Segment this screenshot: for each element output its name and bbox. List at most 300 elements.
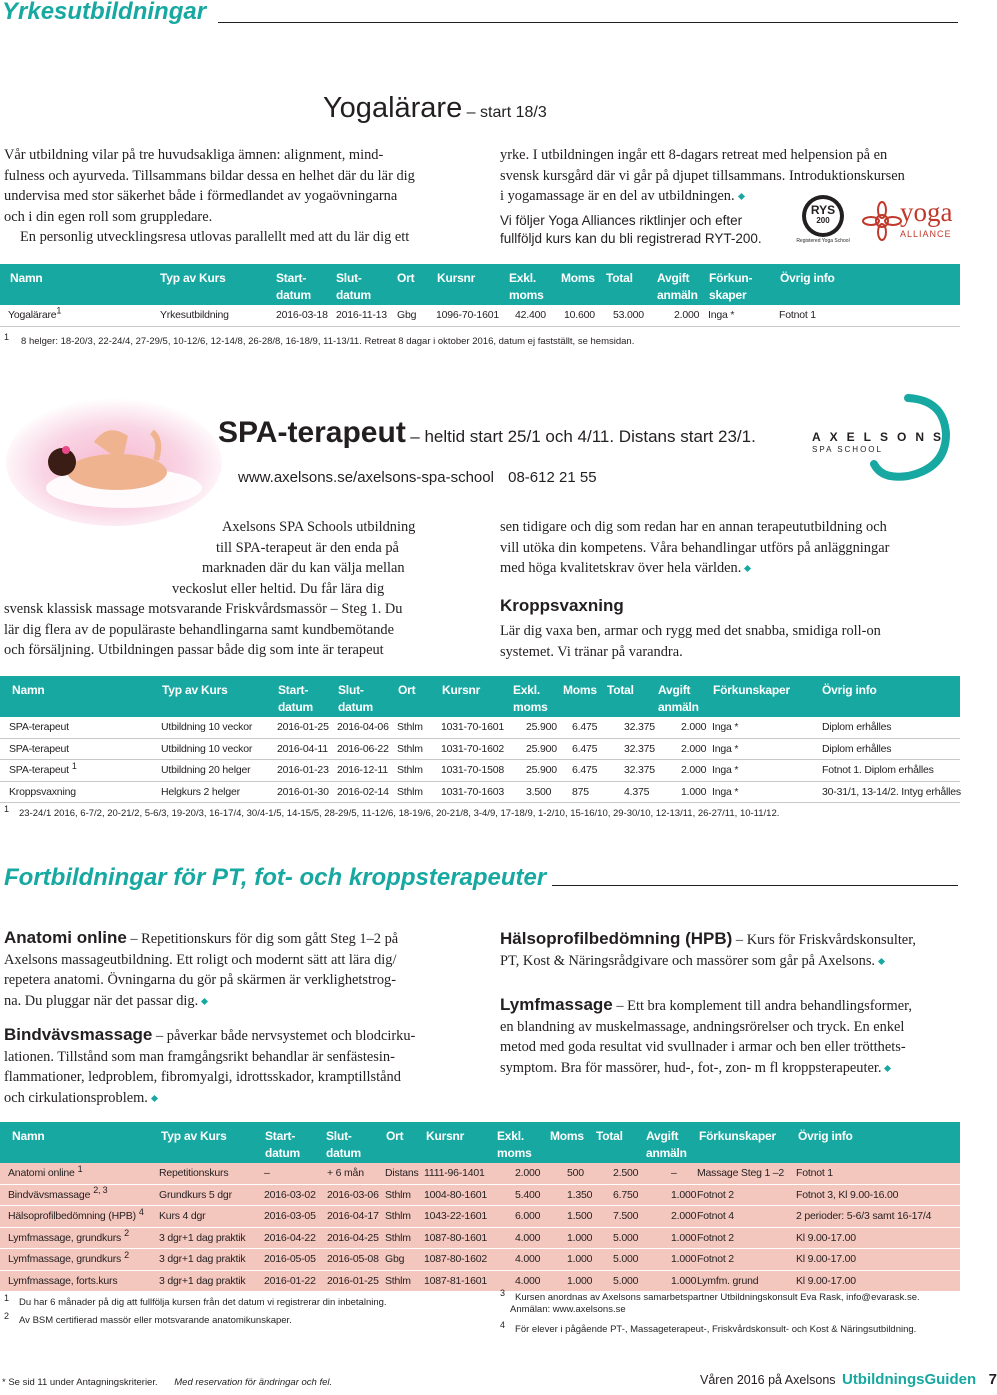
- cell: [9, 760, 77, 776]
- cell: Kl 9.00-17.00: [796, 1231, 856, 1244]
- spa-text-col2: [500, 517, 960, 579]
- footnote: [4, 1294, 484, 1312]
- cell: 2016-05-05: [264, 1253, 316, 1265]
- col-header: Namn: [12, 1129, 45, 1143]
- cell: Kl 9.00-17.00: [796, 1253, 856, 1265]
- yoga-text-col1: [4, 145, 474, 248]
- col-header: Namn: [12, 683, 45, 697]
- text-line: och försäljning. Utbildningen passar både dig som inte är terapeut: [4, 642, 384, 658]
- spa-rows: [0, 717, 960, 803]
- cell: [8, 1163, 83, 1179]
- cell: 1087-80-1601: [424, 1231, 487, 1244]
- col-header-line: anmäln: [657, 288, 698, 302]
- col-header: Moms: [561, 271, 595, 285]
- table-row: [0, 305, 960, 327]
- bindvav-heading: Bindvävsmassage: [4, 1025, 153, 1044]
- axelsons-logo-sub: SPA SCHOOL: [812, 445, 883, 454]
- cell-text: SPA-terapeut: [9, 721, 69, 733]
- cell-text: Bindvävsmassage: [8, 1188, 91, 1201]
- cell: Diplom erhålles: [822, 742, 892, 755]
- spa-footnote: [4, 803, 780, 819]
- cell: 32.375: [624, 742, 655, 755]
- spa-contact: [238, 469, 597, 486]
- anatomi-text: [4, 928, 474, 1011]
- text-line: sen tidigare och dig som redan har en annan terapeututbildning och: [500, 519, 887, 535]
- footnote-ref: 1: [71, 760, 77, 771]
- cell: 25.900: [526, 742, 557, 755]
- footnote: [4, 1312, 484, 1330]
- cell: Fotnot 2: [697, 1231, 734, 1244]
- cell: 3 dgr+1 dag praktik: [159, 1253, 246, 1265]
- cell: Sthlm: [397, 764, 423, 776]
- table-row: [0, 717, 960, 739]
- cell: Gbg: [397, 309, 417, 321]
- text-line: en blandning av muskelmassage, andningsrörelser och tryck. En enkel: [500, 1018, 905, 1035]
- col-header: [497, 1128, 532, 1162]
- text-line: metod med goda resultat vid svullnader i armar och ben eller trötthets-: [500, 1039, 906, 1055]
- cell: 2016-03-18: [276, 309, 328, 321]
- text-line: lär dig flera av de populäraste behandlingarna samt kundbemötande: [4, 621, 395, 638]
- footnote-ref: 4: [138, 1206, 144, 1217]
- cell: 2016-01-25: [327, 1274, 379, 1287]
- cell: [8, 1228, 129, 1244]
- cell: 2016-06-22: [337, 742, 389, 755]
- anatomi-heading: Anatomi online: [4, 928, 127, 947]
- cell: –: [264, 1167, 270, 1179]
- text-line: PT, Kost & Näringsrådgivare och massörer som går på Axelsons.: [500, 952, 876, 969]
- cell-text: Anatomi online: [8, 1167, 75, 1179]
- cell: Fotnot 4: [697, 1210, 734, 1222]
- spa-text-col1: [4, 517, 474, 661]
- cell: 2016-04-25: [327, 1231, 379, 1244]
- cell-text: Yogalärare: [8, 309, 57, 321]
- cell: Diplom erhålles: [822, 721, 892, 733]
- cell: 1031-70-1603: [441, 785, 504, 798]
- col-header-line: datum: [276, 288, 312, 302]
- cell: [8, 305, 62, 321]
- col-header: Moms: [550, 1129, 584, 1143]
- massage-illustration: [2, 392, 214, 526]
- text-line-part: – Ett bra komplement till andra behandlingsformer,: [612, 998, 912, 1014]
- col-header-line: skaper: [709, 288, 747, 302]
- rys-logo-caption: Registered Yoga School: [796, 238, 850, 244]
- text-line-with-end: [500, 558, 960, 579]
- cell-text: SPA-terapeut: [9, 742, 69, 755]
- text-line: na. Du pluggar när det passar dig.: [4, 992, 199, 1009]
- col-header-line: anmäln: [646, 1146, 687, 1160]
- cell: 4.000: [515, 1231, 541, 1244]
- admission-note: * Se sid 11 under Antagningskriterier.: [2, 1377, 158, 1388]
- cell-text: Lymfmassage, grundkurs: [8, 1231, 122, 1244]
- spa-heading: [218, 416, 756, 450]
- text-line-part: – påverkar både nervsystemet och blodcirku-: [152, 1028, 416, 1044]
- col-header: Övrig info: [780, 271, 835, 285]
- col-header-line: Exkl.: [497, 1129, 525, 1143]
- col-header: Ort: [398, 683, 416, 697]
- footnote-text: 8 helger: 18-20/3, 22-24/4, 27-29/5, 10-12/6, 12-14/8, 26-28/8, 16-18/9, 11-13/11. Retreat 8 dagar i oktober 2016, datum ej fastställt, se hemsidan.: [21, 336, 635, 347]
- page-number: 7: [988, 1371, 997, 1388]
- table-row: [0, 760, 960, 782]
- cell: 6.475: [572, 742, 598, 755]
- footnote: [500, 1319, 960, 1336]
- cell: [8, 1206, 144, 1222]
- cell: Sthlm: [385, 1274, 411, 1287]
- footnote-ref: 1: [56, 305, 62, 316]
- col-header-line: Start-: [278, 683, 309, 697]
- fortbildning-rule: [552, 885, 958, 886]
- text-line-with-end: [4, 991, 474, 1012]
- text-line: marknaden där du kan välja mellan: [202, 560, 405, 576]
- footnote-text: Kursen anordnas av Axelsons samarbetspartner Utbildningskonsult Eva Rask, info@evarask.se.: [515, 1292, 920, 1303]
- col-header-line: Avgift: [646, 1129, 679, 1143]
- spa-course-table: [0, 676, 960, 803]
- col-header-line: moms: [509, 288, 544, 302]
- text-line: fulness och ayurveda. Tillsammans bildar dessa en helhet där du lär dig: [4, 167, 415, 184]
- col-header: Typ av Kurs: [161, 1129, 227, 1143]
- col-header: [326, 1128, 361, 1162]
- cell: 2016-12-11: [337, 764, 388, 776]
- table-header: [0, 264, 960, 305]
- text-line-part: – Repetitionskurs för dig som gått Steg 1–2 på: [126, 931, 399, 947]
- col-header-line: datum: [326, 1146, 362, 1160]
- cell: 2016-04-11: [277, 742, 328, 755]
- spa-url[interactable]: www.axelsons.se/axelsons-spa-school: [238, 469, 494, 486]
- col-header-line: moms: [497, 1146, 532, 1160]
- fortbildning-title: Fortbildningar för PT, fot- och kroppsterapeuter: [4, 864, 547, 891]
- cell: 1043-22-1601: [424, 1210, 487, 1222]
- text-line: fullföljd kurs kan du bli registrerad RYT-200.: [500, 231, 762, 246]
- text-line: [4, 928, 474, 950]
- table-row: [0, 739, 960, 761]
- lymf-heading: Lymfmassage: [500, 995, 613, 1014]
- cell: Inga *: [712, 785, 739, 798]
- cell: Fotnot 2: [697, 1253, 734, 1265]
- cell-text: SPA-terapeut: [9, 764, 69, 776]
- text-line: Axelsons SPA Schools utbildning: [222, 519, 416, 535]
- cell: [9, 743, 72, 755]
- cell: Kurs 4 dgr: [159, 1210, 206, 1222]
- col-header-line: Start-: [276, 271, 307, 285]
- cell: 1087-80-1602: [424, 1253, 487, 1265]
- footer-season: Våren 2016 på Axelsons: [700, 1373, 836, 1387]
- cell: 5.400: [515, 1188, 541, 1201]
- cell: 1096-70-1601: [436, 309, 499, 321]
- cell: Inga *: [712, 742, 739, 755]
- cell: 2016-04-06: [337, 721, 389, 733]
- text-line-with-end: [500, 1058, 960, 1079]
- col-header: [338, 682, 373, 716]
- yoga-alliance-text: [500, 212, 800, 248]
- cell: 2.000: [515, 1167, 541, 1179]
- cell: 2016-01-23: [277, 764, 329, 776]
- cell-text: Kroppsvaxning: [9, 785, 76, 798]
- cell: 25.900: [526, 764, 557, 776]
- col-header: [658, 682, 699, 716]
- cell: Gbg: [385, 1253, 405, 1265]
- col-header: Kursnr: [426, 1129, 465, 1143]
- cell: 1087-81-1601: [424, 1274, 487, 1287]
- col-header: Förkunskaper: [713, 683, 790, 697]
- col-header: Förkunskaper: [699, 1129, 776, 1143]
- cell: 6.750: [613, 1188, 639, 1201]
- cell: 2 perioder: 5-6/3 samt 16-17/4: [796, 1210, 932, 1222]
- cell: 42.400: [515, 309, 546, 321]
- cell-text: Lymfmassage, grundkurs: [8, 1253, 122, 1265]
- col-header: Kursnr: [442, 683, 481, 697]
- text-line: systemet. Vi tränar på varandra.: [500, 643, 683, 660]
- cell: Sthlm: [385, 1231, 411, 1244]
- footnote-ref: 2: [124, 1228, 129, 1238]
- end-mark-icon: [878, 958, 885, 965]
- text-line: och cirkulationsproblem.: [4, 1089, 148, 1106]
- cell: Inga *: [712, 764, 739, 776]
- cell: 1.000: [671, 1274, 697, 1287]
- end-mark-icon: [151, 1095, 158, 1102]
- cell: [8, 1249, 129, 1265]
- cell: 7.500: [613, 1210, 639, 1222]
- cell: Utbildning 10 veckor: [161, 742, 253, 755]
- rys-logo-number: 200: [816, 216, 830, 225]
- text-line: till SPA-terapeut är den enda på: [216, 539, 399, 556]
- alliance-sub: ALLIANCE: [900, 229, 952, 239]
- col-header-line: datum: [336, 288, 372, 302]
- yoga-text-col2: [500, 145, 960, 207]
- cell: 875: [572, 785, 589, 798]
- col-header: [709, 270, 752, 304]
- table-row: [0, 1185, 960, 1207]
- col-header: Ort: [397, 271, 415, 285]
- yoga-subtitle: – start 18/3: [466, 104, 547, 121]
- text-line: flammationer, ledproblem, fibromyalgi, idrottsskador, kramptillstånd: [4, 1069, 401, 1085]
- col-header-line: moms: [513, 700, 548, 714]
- cell: 2016-03-06: [327, 1188, 379, 1201]
- col-header-line: Start-: [265, 1129, 296, 1143]
- col-header: Total: [607, 683, 634, 697]
- cell: [8, 1275, 120, 1287]
- end-mark-icon: [744, 565, 751, 572]
- col-header: [509, 270, 544, 304]
- end-mark-icon: [201, 998, 208, 1005]
- cell: 1031-70-1508: [441, 764, 504, 776]
- cell: Inga *: [712, 721, 739, 733]
- footnote-ref: 2: [124, 1249, 129, 1260]
- col-header: [278, 682, 313, 716]
- reservation-note: Med reservation för ändringar och fel.: [174, 1377, 333, 1388]
- col-header-line: datum: [338, 700, 374, 714]
- footnote-text: Av BSM certifierad massör eller motsvarande anatomikunskaper.: [19, 1315, 292, 1326]
- alliance-word: yoga: [900, 197, 953, 227]
- cell: Fotnot 1: [796, 1167, 833, 1179]
- cell: 25.900: [526, 721, 557, 733]
- cell: 1111-96-1401: [424, 1167, 485, 1179]
- col-header-line: Exkl.: [513, 683, 541, 697]
- cell: 53.000: [613, 309, 644, 321]
- lymf-text: [500, 995, 960, 1078]
- cell: 5.000: [613, 1274, 639, 1287]
- bindvav-text: [4, 1025, 474, 1108]
- text-line: [4, 1025, 474, 1047]
- cell: Fotnot 1. Diplom erhålles: [822, 764, 934, 776]
- hpb-text: [500, 929, 960, 971]
- cell: 1.000: [567, 1231, 593, 1244]
- col-header: Övrig info: [798, 1129, 853, 1143]
- cell: 2.000: [681, 721, 707, 733]
- text-line: repetera anatomi. Övningarna du gör på skärmen är verklighetstrog-: [4, 972, 396, 988]
- alliance-mandala-icon: [862, 201, 902, 241]
- col-header: [336, 270, 371, 304]
- col-header-line: datum: [278, 700, 314, 714]
- footer-notes: [2, 1377, 332, 1388]
- cell: Yrkesutbildning: [160, 309, 229, 321]
- cell: 1.000: [567, 1253, 593, 1265]
- cell: 2016-05-08: [327, 1253, 379, 1265]
- spa-phone: 08-612 21 55: [508, 469, 597, 486]
- spa-subtitle: – heltid start 25/1 och 4/11. Distans start 23/1.: [410, 427, 756, 446]
- cell: Distans: [385, 1167, 419, 1179]
- cell: –: [671, 1167, 677, 1179]
- col-header-line: Slut-: [336, 271, 362, 285]
- cell: 2.500: [613, 1167, 639, 1179]
- cell: [9, 721, 72, 733]
- table-row: [0, 1249, 960, 1271]
- text-line-with-end: [4, 1088, 474, 1109]
- cell: 3 dgr+1 dag praktik: [159, 1231, 246, 1244]
- cell: 5.000: [613, 1253, 639, 1265]
- end-mark-icon: [884, 1065, 891, 1072]
- yoga-title: Yogalärare: [323, 92, 463, 124]
- cell: 2016-02-14: [337, 785, 389, 798]
- text-line: symptom. Bra för massörer, hud-, fot-, zon- m fl kroppsterapeuter.: [500, 1059, 882, 1076]
- cell: 6.000: [515, 1210, 541, 1222]
- cell: 2.000: [671, 1210, 697, 1222]
- cell: 2016-03-02: [264, 1188, 316, 1201]
- cell: 2016-03-05: [264, 1210, 316, 1222]
- col-header: Total: [596, 1129, 623, 1143]
- cell: 2016-01-22: [264, 1274, 316, 1287]
- footnote-num: 2: [4, 1310, 10, 1321]
- cell: 2.000: [674, 309, 700, 321]
- col-header-line: Förkun-: [709, 271, 753, 285]
- col-header: Typ av Kurs: [160, 271, 226, 285]
- cell: 1.000: [671, 1253, 697, 1265]
- cell: 1031-70-1601: [441, 721, 504, 733]
- cell: 500: [567, 1167, 584, 1179]
- yoga-course-table: [0, 264, 960, 327]
- cell: Utbildning 20 helger: [161, 764, 251, 776]
- cell: 2016-04-22: [264, 1231, 316, 1244]
- title-rule: [218, 22, 958, 23]
- cell: 4.375: [624, 785, 650, 798]
- cell: Grundkurs 5 dgr: [159, 1188, 232, 1201]
- col-header-line: Slut-: [326, 1129, 352, 1143]
- cell: 1031-70-1602: [441, 742, 504, 755]
- cell: 10.600: [564, 309, 595, 321]
- cell: 2.000: [681, 742, 707, 755]
- cell: 1.350: [567, 1188, 593, 1201]
- cell: 32.375: [624, 764, 655, 776]
- cell: Sthlm: [385, 1210, 411, 1222]
- text-line: och i din egen roll som gruppledare.: [4, 208, 213, 225]
- text-line: med höga kvalitetskrav över hela världen.: [500, 560, 742, 576]
- cell: Helgkurs 2 helger: [161, 785, 240, 798]
- text-line: svensk kursgård där vi går på djupet tillsammans. Introduktionskursen: [500, 167, 905, 184]
- text-line: lationen. Tillstånd som man framgångsrikt behandlar är senfästesin-: [4, 1048, 395, 1065]
- yoga-heading: [323, 92, 547, 125]
- cell-text: Lymfmassage, forts.kurs: [8, 1274, 118, 1287]
- col-header: Kursnr: [437, 271, 476, 285]
- fort-rows: [0, 1163, 960, 1292]
- text-line: veckoslut eller heltid. Du får lära dig: [172, 580, 385, 597]
- cell: 2016-04-17: [327, 1210, 379, 1222]
- text-line: [500, 929, 960, 951]
- fort-footnotes-right: [500, 1287, 960, 1336]
- cell: 3 dgr+1 dag praktik: [159, 1274, 246, 1287]
- col-header: [657, 270, 698, 304]
- kroppsvaxning-heading: Kroppsvaxning: [500, 596, 624, 615]
- cell: Utbildning 10 veckor: [161, 721, 253, 733]
- col-header-line: Slut-: [338, 683, 364, 697]
- fort-footnotes-left: [4, 1294, 484, 1330]
- end-mark-icon: [738, 193, 745, 200]
- footer-guide: UtbildningsGuiden: [841, 1371, 977, 1388]
- cell: Sthlm: [397, 785, 423, 798]
- axelsons-logo-name: AXELSONS: [812, 430, 951, 444]
- text-line-part: – Kurs för Friskvårdskonsulter,: [732, 932, 917, 948]
- rys-logo-text: RYS: [810, 203, 836, 217]
- text-line: i yogamassage är en del av utbildningen.: [500, 188, 735, 204]
- col-header-line: Avgift: [658, 683, 691, 697]
- footnote-text: För elever i pågående PT-, Massageterapeut-, Friskvårdskonsult- och Kost & Näringsutbildning.: [515, 1324, 917, 1335]
- table-row: [0, 1163, 960, 1185]
- col-header-line: Avgift: [657, 271, 690, 285]
- col-header: [276, 270, 311, 304]
- cell: Fotnot 3, Kl 9.00-16.00: [796, 1188, 899, 1201]
- cell: Sthlm: [397, 742, 423, 755]
- footnote-cont: Anmälan: www.axelsons.se: [510, 1304, 626, 1315]
- cell: [8, 1185, 108, 1201]
- col-header: [513, 682, 548, 716]
- footnote-num: 1: [4, 1292, 10, 1303]
- cell: + 6 mån: [327, 1167, 364, 1179]
- cell: 1.000: [671, 1188, 697, 1201]
- col-header-line: datum: [265, 1146, 301, 1160]
- col-header: Namn: [10, 271, 43, 285]
- footnote-num: 3: [500, 1287, 506, 1298]
- cell: 5.000: [613, 1231, 639, 1244]
- cell: Fotnot 1: [779, 309, 816, 321]
- cell: Fotnot 2: [697, 1188, 734, 1201]
- footer-brand: [700, 1371, 997, 1389]
- cell: 4.000: [515, 1274, 541, 1287]
- footnote-ref: 2, 3: [93, 1185, 108, 1195]
- col-header-line: anmäln: [658, 700, 699, 714]
- cell: 30-31/1, 13-14/2. Intyg erhålles: [822, 785, 961, 798]
- cell: 1004-80-1601: [424, 1188, 487, 1201]
- cell: Repetitionskurs: [159, 1167, 229, 1179]
- cell: 2.000: [681, 764, 707, 776]
- footnote-num: 1: [4, 803, 10, 814]
- cell: Sthlm: [397, 721, 423, 733]
- text-line: svensk klassisk massage motsvarande Friskvårdsmassör – Steg 1. Du: [4, 601, 403, 617]
- yoga-alliance-logo: [862, 199, 958, 243]
- footnote-text: 23-24/1 2016, 6-7/2, 20-21/2, 5-6/3, 19-20/3, 16-17/4, 30/4-1/5, 14-15/5, 28-29/5, 11-12/6, 18-19/6, 20-21/8, 3-4/9, 17-18/9, 1-2/10, 15-16/10, 29-30/10, 12-13/11, 26-27/11, 10-11/12.: [19, 808, 780, 819]
- cell: Massage Steg 1 –2: [697, 1167, 785, 1179]
- cell: 32.375: [624, 721, 655, 733]
- table-header: [0, 676, 960, 717]
- col-header-line: Exkl.: [509, 271, 537, 285]
- massage-illustration-icon: [2, 392, 214, 526]
- cell: 2016-01-25: [277, 721, 329, 733]
